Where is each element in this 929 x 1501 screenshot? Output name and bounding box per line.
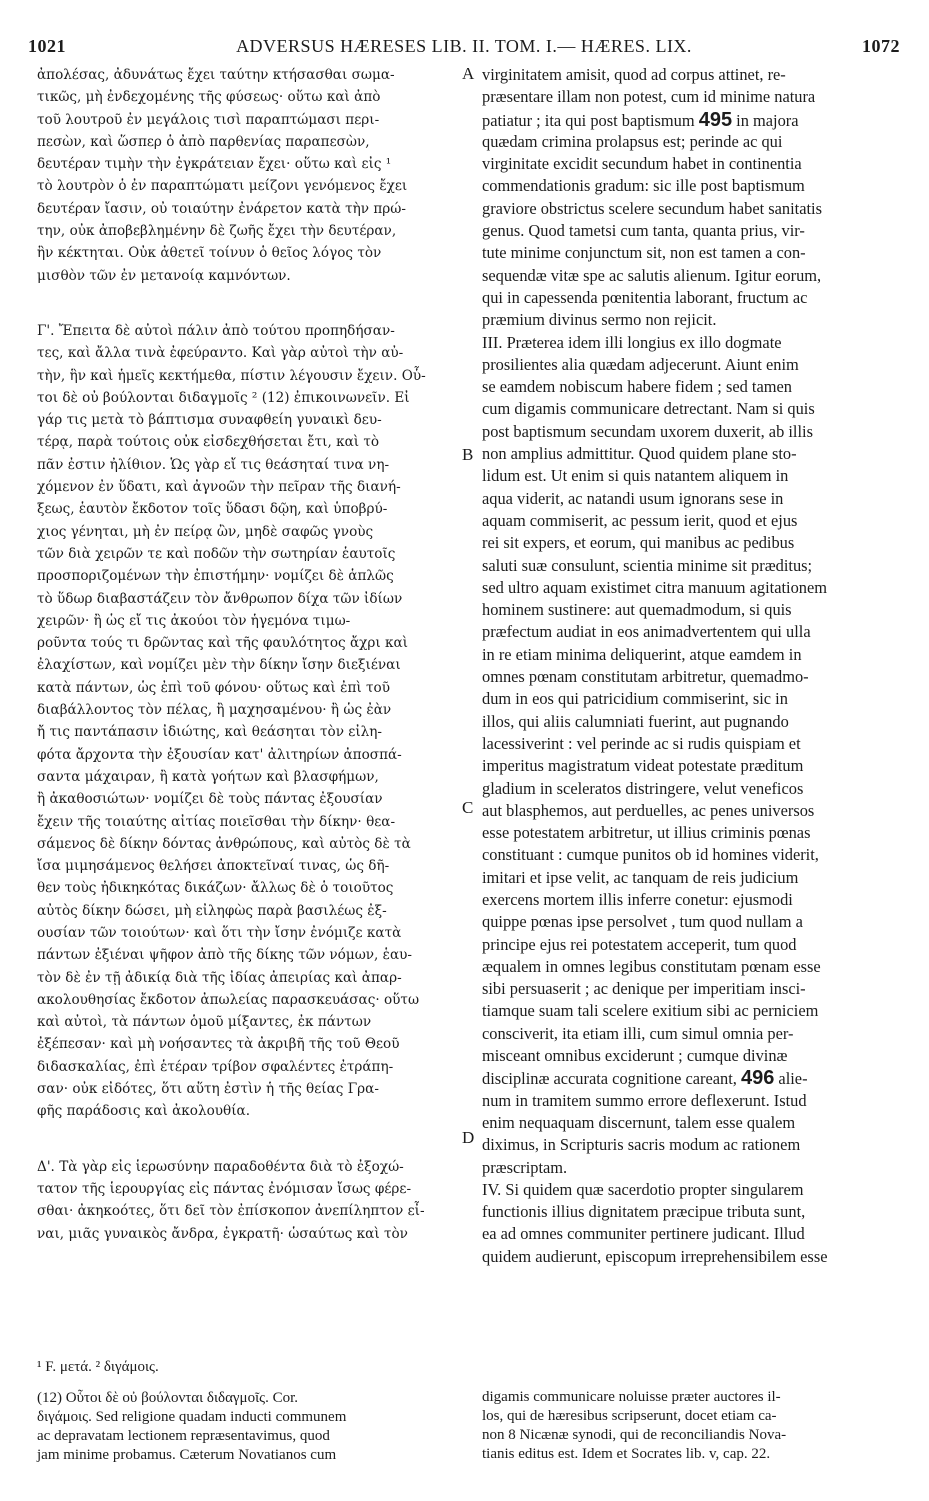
- latin-text-line: quippe pœnas ipse persolvet , tum quod nullam a: [482, 912, 803, 932]
- greek-text-line: πάντων ἐξιέναι ψῆφον ἀπὸ τῆς δίκης τῶν νόμων, ἑαυ-: [37, 947, 413, 964]
- margin-marker-d: D: [462, 1128, 475, 1147]
- greek-text-gap: [37, 287, 457, 320]
- greek-text-line: φῆς παράδοσις καὶ ἀκολουθία.: [37, 1103, 251, 1120]
- latin-text-line: præscriptam.: [482, 1157, 568, 1177]
- greek-text-line: τοι δὲ οὐ βούλονται διδαγμοῖς ² (12) ἐπικοινωνεῖν. Εἰ: [37, 389, 410, 406]
- greek-text-line: την, οὐκ ἀποβεβλημένην δὲ ζωῆς ἔχει τὴν δευτέραν,: [37, 223, 397, 240]
- latin-text-line: lidum est. Ut enim si quis natantem aliquem in: [482, 466, 789, 486]
- footnote-line: tianis editus est. Idem et Socrates lib. v, cap. 22.: [482, 1446, 771, 1462]
- latin-text-line: gladium in sceleratos distringere, velut veneficos: [482, 778, 804, 798]
- margin-marker-c: C: [462, 798, 474, 817]
- latin-text-line: quidem audierunt, episcopum irreprehensibilem esse: [482, 1246, 828, 1266]
- greek-text-line: ναι, μιᾶς γυναικὸς ἄνδρα, ἐγκρατῆ· ὡσαύτως καὶ τὸν: [37, 1225, 408, 1242]
- greek-text-line: τῶν διὰ χειρῶν τε καὶ ποδῶν τὴν σωτηρίαν ἑαυτοῖς: [37, 545, 396, 562]
- latin-text-line: illos, qui aliis calumniati fuerint, aut pugnando: [482, 711, 789, 731]
- latin-text-line: IV. Si quidem quæ sacerdotio propter singularem: [482, 1179, 804, 1199]
- footnote-line: los, qui de hæresibus scripserunt, docet etiam ca-: [482, 1408, 777, 1424]
- greek-text-line: χόμενον ἐν ὕδατι, καὶ ἀγνοῶν τὴν πεῖραν τῆς διανή-: [37, 479, 401, 496]
- greek-text-line: φότα ἄρχοντα τὴν ἐξουσίαν κατ' ἀλιτηρίων ἀποσπά-: [37, 746, 402, 763]
- footnote-variants: ¹ F. μετά. ² διγάμοις.: [37, 1359, 159, 1375]
- greek-text-line: τικῶς, μὴ ἐνδεχομένης τῆς φύσεως· οὕτω καὶ ἀπὸ: [37, 89, 381, 106]
- latin-text-line: imperitus magistratum videat potestate præditum: [482, 756, 804, 776]
- latin-text-line: diximus, in Scripturis sacris modum ac rationem: [482, 1135, 801, 1155]
- latin-text-line: non amplius admittitur. Quod quidem plane sto-: [482, 444, 797, 464]
- greek-text-line: θεν τοὺς ἠδικηκότας δικάζων· ἄλλως δὲ ὁ τοιοῦτος: [37, 880, 394, 897]
- greek-text-line: γάρ τις μετὰ τὸ βάπτισμα συναφθείη γυναικὶ δευ-: [37, 412, 382, 429]
- latin-text-line: se eamdem nobiscum habere fidem ; sed tamen: [482, 377, 792, 397]
- latin-text-line: omnes pœnam constitutam arbitretur, quemadmo-: [482, 667, 809, 687]
- latin-text-line: consciverit, ita etiam illi, cum simul omnia per-: [482, 1023, 794, 1043]
- greek-text-line: τοῦ λουτροῦ ἐν μεγάλοις τισὶ παραπτώμασι περι-: [37, 111, 380, 128]
- greek-text-line: πεσὼν, καὶ ὥσπερ ὁ ἀπὸ παρθενίας παραπεσὼν,: [37, 133, 370, 150]
- greek-text-line: ροῦντα τούς τι δρῶντας καὶ τῆς φαυλότητος ἄχρι καὶ: [37, 635, 409, 652]
- greek-text-line: τὸν δὲ ἐν τῇ ἀδικίᾳ διὰ τῆς ἰδίας ἀπειρίας καὶ ἀπαρ-: [37, 969, 402, 986]
- latin-text-line: præmium divinus sermo non rejicit.: [482, 310, 717, 330]
- greek-text-line: χιος γένηται, μὴ ἐν πείρᾳ ὢν, μηδὲ σαφῶς γνοὺς: [37, 523, 374, 540]
- running-header: [28, 36, 900, 60]
- latin-column: [482, 64, 892, 1268]
- latin-text-line: functionis illius dignitatem præcipue tributa sunt,: [482, 1202, 806, 1222]
- footnote-line: jam minime probamus. Cæterum Novatianos cum: [37, 1447, 337, 1463]
- latin-text-line: qui in capessenda pœnitentia laborant, fructum ac: [482, 287, 808, 307]
- greek-text-line: τες, καὶ ἄλλα τινὰ ἐφεύραντο. Καὶ γὰρ αὐτοὶ τὴν αὐ-: [37, 345, 404, 362]
- latin-text-line: post baptismum secundam uxorem duxerit, ab illis: [482, 421, 813, 441]
- latin-text-line: constituant : cumque punitos ob id homines viderit,: [482, 845, 819, 865]
- latin-text-line: rei sit expers, et eorum, qui manibus ac pedibus: [482, 533, 795, 553]
- margin-marker-a: A: [462, 64, 475, 83]
- latin-text-line: in re etiam minima deliquerint, atque eamdem in: [482, 644, 802, 664]
- greek-text-line: τέρᾳ, παρὰ τούτοις οὐκ εἰσδεχθήσεται ἔτι, καὶ τὸ: [37, 434, 380, 451]
- latin-text-line: imitari et ipse velit, ac tanquam de reis judicium: [482, 867, 799, 887]
- greek-text-line: Γ'. Ἔπειτα δὲ αὐτοὶ πάλιν ἀπὸ τούτου προπηδήσαν-: [37, 322, 395, 339]
- greek-text-line: τὴν, ἣν καὶ ἡμεῖς κεκτήμεθα, πίστιν λέγουσιν ἔχειν. Οὗ-: [37, 367, 426, 384]
- inline-page-number: 495: [698, 108, 733, 131]
- greek-text-line: τατον τῆς ἱερουργίας εἰς πάντας ἐνόμισαν ἴσως φέρε-: [37, 1180, 412, 1197]
- greek-text-line: ἐξέπεσαν· καὶ μὴ νοήσαντες τὰ ἀκριβῆ τῆς τοῦ Θεοῦ: [37, 1036, 400, 1053]
- footnote-line: ac depravatam lectionem repræsentavimus, quod: [37, 1428, 330, 1444]
- footnotes-right: [482, 1388, 892, 1464]
- greek-text-line: αὐτὸς δίκην δώσει, μὴ εἰληφὼς παρὰ βασιλέως ἐξ-: [37, 902, 387, 919]
- greek-text-line: τὸ ὕδωρ διαβαστάζειν τὸν ἄνθρωπον δίχα τῶν ἰδίων: [37, 590, 403, 607]
- latin-text-line: exercens mortem illis inferre conetur: ejusmodi: [482, 889, 793, 909]
- greek-text-line: δευτέραν ἴασιν, οὐ τοιαύτην ἐνάρετον κατὰ τὴν πρώ-: [37, 200, 406, 217]
- latin-text-line: misceant omnibus exciderunt ; cumque divinæ: [482, 1046, 788, 1066]
- greek-text-line: ἣν κέκτηται. Οὐκ ἀθετεῖ τοίνυν ὁ θεῖος λόγος τὸν: [37, 245, 382, 262]
- greek-text-line: διδασκαλίας, ἐπὶ ἑτέραν τρίβον σφαλέντες ἐτράπη-: [37, 1058, 394, 1075]
- latin-text-line: prosilientes alia quædam adjecerunt. Aiunt enim: [482, 354, 799, 374]
- greek-text-line: διαβάλλοντος τὸν πέλας, ἢ μαχησαμένου· ἢ ὡς ἐὰν: [37, 702, 392, 719]
- latin-text-line: sequendæ vitæ spe ac salutis alienum. Igitur eorum,: [482, 265, 822, 285]
- latin-text-line: hominem sustinere: aut quemadmodum, si quis: [482, 600, 792, 620]
- greek-text-line: δευτέραν τιμὴν τὴν ἐγκράτειαν ἔχει· οὕτω καὶ εἰς ¹: [37, 156, 392, 173]
- latin-text-line: ea ad omnes communiter pertinere judicant. Illud: [482, 1224, 805, 1244]
- latin-text-line: genus. Quod tametsi cum tanta, quanta prius, vir-: [482, 221, 805, 241]
- latin-text-line: virginitatem amisit, quod ad corpus attinet, re-: [482, 65, 786, 84]
- greek-text-line: ἐλαχίστων, καὶ νομίζει μὲν τὴν δίκην ἴσην διεξιέναι: [37, 657, 401, 674]
- greek-text-line: χειρῶν· ἢ ὡς εἴ τις ἀκούοι τὸν ἡγεμόνα τιμω-: [37, 612, 351, 629]
- latin-text-line: virginitate excidit secundum habet in continentia: [482, 154, 802, 174]
- latin-text-line: quædam crimina prolapsus est; perinde ac qui: [482, 131, 783, 151]
- greek-text-line: σαντα μάχαιραν, ἢ κατὰ γοήτων καὶ βλασφήμων,: [37, 768, 379, 785]
- latin-text-line: patiatur ; ita qui post baptismum 495 in majora: [482, 108, 799, 131]
- greek-text-line: καὶ αὐτοὶ, τὰ πάντων ὁμοῦ μίξαντες, ἐκ πάντων: [37, 1014, 372, 1031]
- footnote-line: (12) Οὗτοι δὲ οὐ βούλονται διδαγμοῖς. Cor.: [37, 1390, 298, 1406]
- latin-text-line: præsentare illam non potest, cum id minime natura: [482, 87, 816, 107]
- latin-text-line: tiamque suam tali scelere exitium sibi ac perniciem: [482, 1001, 819, 1021]
- footnote-line: non 8 Nicænæ synodi, qui de reconciliandis Nova-: [482, 1427, 787, 1443]
- footnotes-left: [37, 1358, 457, 1465]
- greek-text-line: προσποριζομένων τὴν ἐπιστήμην· νομίζει δὲ ἁπλῶς: [37, 568, 394, 585]
- latin-text-line: III. Præterea idem illi longius ex illo dogmate: [482, 332, 782, 352]
- latin-text-line: sibi persuaserit ; ac denique per imperitiam insci-: [482, 979, 806, 999]
- greek-text-line: πᾶν ἐστιν ἠλίθιον. Ὡς γὰρ εἴ τις θεάσηταί τινα νη-: [37, 456, 390, 473]
- latin-text-line: aquam commiserit, ac pessum ierit, quod et ejus: [482, 510, 798, 530]
- greek-text-line: ἴσα μιμησάμενος θελήσει ἀποκτεῖναί τινας, ὡς δῆ-: [37, 858, 390, 875]
- latin-text-line: cum digamis communicare detrectant. Nam si quis: [482, 399, 815, 419]
- latin-text-line: æqualem in omnes legibus constitutam pœnam esse: [482, 956, 821, 976]
- greek-text-line: ουσίαν τῶν τοιούτων· καὶ ὅτι τὴν ἴσην ἐνόμιζε κατὰ: [37, 924, 402, 941]
- greek-text-line: σάμενος δὲ δίκην δόντας ἀνθρώπους, καὶ αὐτὸς δὲ τὰ: [37, 835, 411, 852]
- greek-text-line: σαν· οὐκ εἰδότες, ὅτι αὕτη ἐστὶν ἡ τῆς θείας Γρα-: [37, 1081, 379, 1098]
- page-number-left: 1021: [28, 36, 66, 56]
- latin-text-line: præfectum audiat in eos animadvertentem qui ulla: [482, 622, 811, 642]
- greek-text-line: σθαι· ἀκηκοότες, ὅτι δεῖ τὸν ἐπίσκοπον ἀνεπίληπτον εἶ-: [37, 1203, 425, 1220]
- latin-text-line: esse potestatem arbitretur, ut illius criminis pœnas: [482, 823, 811, 843]
- margin-marker-b: B: [462, 445, 474, 464]
- latin-text-line: saluti suæ consulunt, scientia minime sit præditus;: [482, 555, 813, 575]
- latin-text-line: dum in eos qui patricidium commiserint, sic in: [482, 689, 788, 709]
- latin-text-line: tute minime conjunctum sit, non est tamen a con-: [482, 243, 806, 263]
- latin-text-line: graviore obstrictus scelere secundum habet sanitatis: [482, 198, 822, 218]
- latin-text-line: commendationis gradum: sic ille post baptismum: [482, 176, 805, 196]
- footnote-line: διγάμοις. Sed religione quadam inducti communem: [37, 1409, 347, 1425]
- greek-column: [37, 64, 457, 1245]
- greek-text-line: ἀπολέσας, ἀδυνάτως ἔχει ταύτην κτήσασθαι σωμα-: [37, 67, 395, 83]
- latin-text-line: lacessiverint : vel perinde ac si rudis quispiam et: [482, 733, 801, 753]
- greek-text-line: ακολουθησίας ἔκδοτον ἀπωλείας παρασκευάσας· οὕτω: [37, 991, 420, 1008]
- greek-text-gap: [37, 1123, 457, 1156]
- greek-text-line: ἔχειν τῆς τοιαύτης αἰτίας ποιεῖσθαι τὴν δίκην· θεα-: [37, 813, 396, 830]
- greek-text-line: κατὰ πάντων, ὡς ἐπὶ τοῦ φόνου· οὕτως καὶ ἐπὶ τοῦ: [37, 679, 390, 696]
- latin-text-line: aut blasphemos, aut perduelles, ac penes universos: [482, 800, 815, 820]
- greek-text-line: Δ'. Τὰ γὰρ εἰς ἱερωσύνην παραδοθέντα διὰ τὸ ἐξοχώ-: [37, 1158, 404, 1175]
- latin-text-line: aqua viderit, ac natandi usum ignorans sese in: [482, 488, 784, 508]
- greek-text-line: ἤ τις παντάπασιν ἰδιώτης, καὶ θεάσηται τὸν εἰλη-: [37, 724, 383, 741]
- latin-text-line: enim nequaquam discernunt, talem esse qualem: [482, 1112, 796, 1132]
- footnote-line: digamis communicare noluisse præter auctores il-: [482, 1389, 781, 1405]
- inline-page-number: 496: [740, 1067, 775, 1090]
- latin-text-line: num in tramitem summo errore deflexerunt. Istud: [482, 1090, 807, 1110]
- greek-text-line: τὸ λουτρὸν ὁ ἐν παραπτώματι μείζονι γενόμενος ἔχει: [37, 178, 408, 195]
- running-title: ADVERSUS HÆRESES LIB. II. TOM. I.— HÆRES. LIX.: [236, 36, 692, 56]
- latin-text-line: disciplinæ accurata cognitione careant, 496 alie-: [482, 1067, 808, 1090]
- greek-text-line: μισθὸν τῶν ἐν μετανοίᾳ καμνόντων.: [37, 267, 291, 284]
- page-number-right: 1072: [862, 36, 900, 56]
- greek-text-line: ξεως, ἑαυτὸν ἔκδοτον τοῖς ὕδασι δῷη, καὶ ὑποβρύ-: [37, 501, 388, 518]
- latin-text-line: principe ejus rei potestatem acceperit, tum quod: [482, 934, 797, 954]
- latin-text-line: sed ultro aquam existimet citra manuum agitationem: [482, 577, 828, 597]
- greek-text-line: ἢ ἀκαθοσιώτων· νομίζει δὲ τοὺς πάντας ἐξουσίαν: [37, 791, 383, 808]
